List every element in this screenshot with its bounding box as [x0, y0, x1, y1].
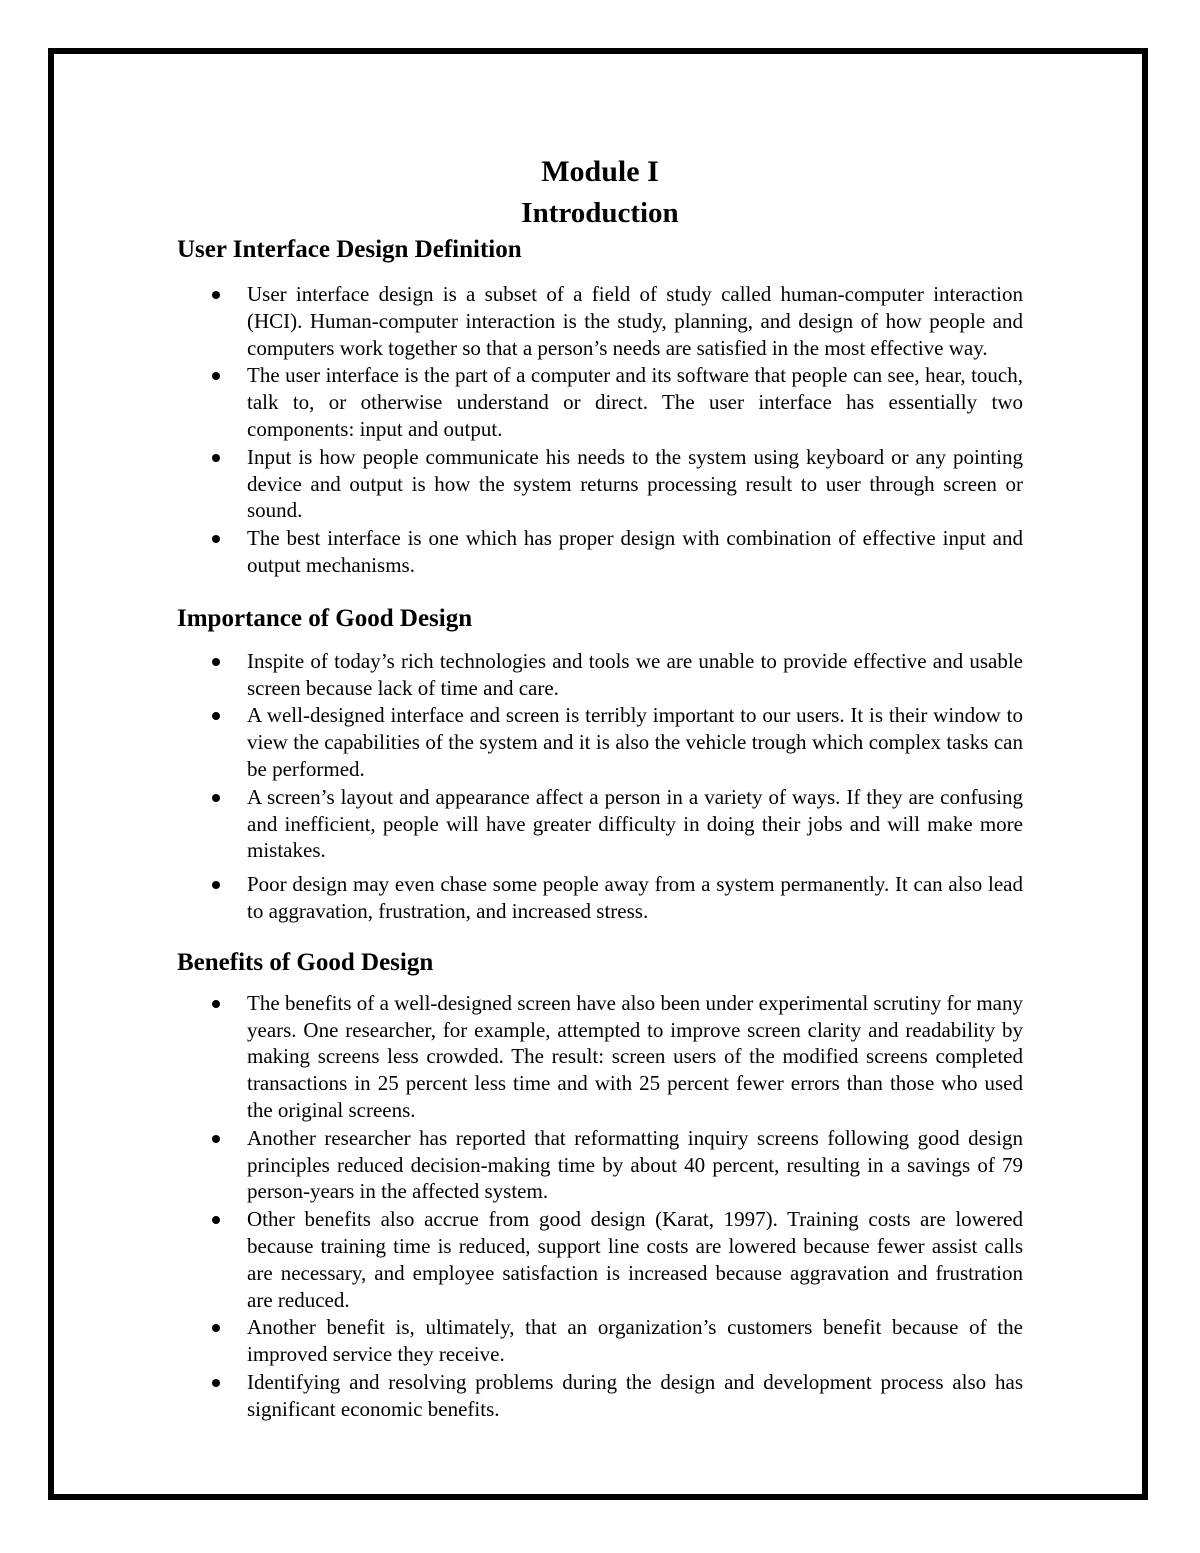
list-item-text: Input is how people communicate his needs to the system using keyboard or any pointing device and output is how the system returns processing result to user through screen or sound. [247, 444, 1023, 523]
list-item-text: Another benefit is, ultimately, that an organization’s customers benefit because of the improved service they receive. [247, 1315, 1023, 1367]
section-heading-benefits-of-good-design: Benefits of Good Design [177, 948, 434, 976]
list-item-text: A screen’s layout and appearance affect a person in a variety of ways. If they are confusing and inefficient, people will have greater difficulty in doing their jobs and will make more mistakes. [247, 784, 1023, 863]
bullet-icon [212, 1216, 220, 1224]
list-item-text: Other benefits also accrue from good design (Karat, 1997). Training costs are lowered because training time is reduced, support line costs are lowered because fewer assist calls are necessary, and employee satisfaction is increased because aggravation and frustration are reduced. [247, 1207, 1023, 1312]
list-item [177, 784, 1023, 864]
list-item-text: Poor design may even chase some people away from a system permanently. It can also lead to aggravation, frustration, and increased stress. [247, 872, 1023, 923]
list-item [177, 702, 1023, 782]
section-heading-ui-design-definition: User Interface Design Definition [177, 236, 522, 263]
list-item [177, 525, 1023, 579]
list-item [177, 1314, 1023, 1368]
list-item-text: Identifying and resolving problems during the design and development process also has significant economic benefits. [247, 1369, 1023, 1421]
list-item-text: Inspite of today’s rich technologies and tools we are unable to provide effective and usable screen because lack of time and care. [247, 648, 1023, 700]
bullet-icon [212, 535, 220, 543]
bullet-list [177, 990, 1023, 1423]
section-heading-importance-of-good-design: Importance of Good Design [177, 604, 473, 632]
list-item [177, 1206, 1023, 1313]
list-item-text: The benefits of a well-designed screen have also been under experimental scrutiny for many years. One researcher, for example, attempted to improve screen clarity and readability by making screens less crowded. The result: screen users of the modified screens completed transactions in 25 percent less time and with 25 percent fewer errors than those who used the original screens. [247, 990, 1023, 1122]
bullet-icon [212, 712, 220, 720]
bullet-icon [212, 1324, 220, 1332]
list-item-text: Another researcher has reported that reformatting inquiry screens following good design principles reduced decision-making time by about 40 percent, resulting in a savings of 79 person-years in the affected system. [247, 1125, 1023, 1204]
intro-title: Introduction [521, 197, 679, 229]
list-item [177, 281, 1023, 361]
list-item-text: User interface design is a subset of a field of study called human-computer interaction (HCI). Human-computer interaction is the study, planning, and design of how people and computers work together so that a person’s needs are satisfied in the most effective way. [247, 282, 1023, 360]
list-item-text: The best interface is one which has proper design with combination of effective input and output mechanisms. [247, 526, 1023, 577]
bullet-list [177, 648, 1023, 925]
document-body [177, 152, 1023, 1423]
list-item [177, 871, 1023, 925]
list-item [177, 990, 1023, 1124]
bullet-icon [212, 1135, 220, 1143]
module-title: Module I [541, 155, 659, 188]
bullet-icon [212, 1000, 220, 1008]
bullet-icon [212, 1379, 220, 1387]
bullet-icon [212, 658, 220, 666]
list-item [177, 1125, 1023, 1205]
list-item [177, 444, 1023, 524]
bullet-icon [212, 291, 220, 299]
list-item [177, 1369, 1023, 1423]
bullet-icon [212, 454, 220, 462]
bullet-icon [212, 372, 220, 380]
list-item [177, 362, 1023, 442]
bullet-list [177, 281, 1023, 579]
bullet-icon [212, 794, 220, 802]
bullet-icon [212, 881, 220, 889]
list-item [177, 648, 1023, 702]
list-item-text: A well-designed interface and screen is terribly important to our users. It is their window to view the capabilities of the system and it is also the vehicle trough which complex tasks can be performed. [247, 703, 1023, 781]
list-item-text: The user interface is the part of a computer and its software that people can see, hear, touch, talk to, or otherwise understand or direct. The user interface has essentially two components: input and output. [247, 363, 1023, 441]
